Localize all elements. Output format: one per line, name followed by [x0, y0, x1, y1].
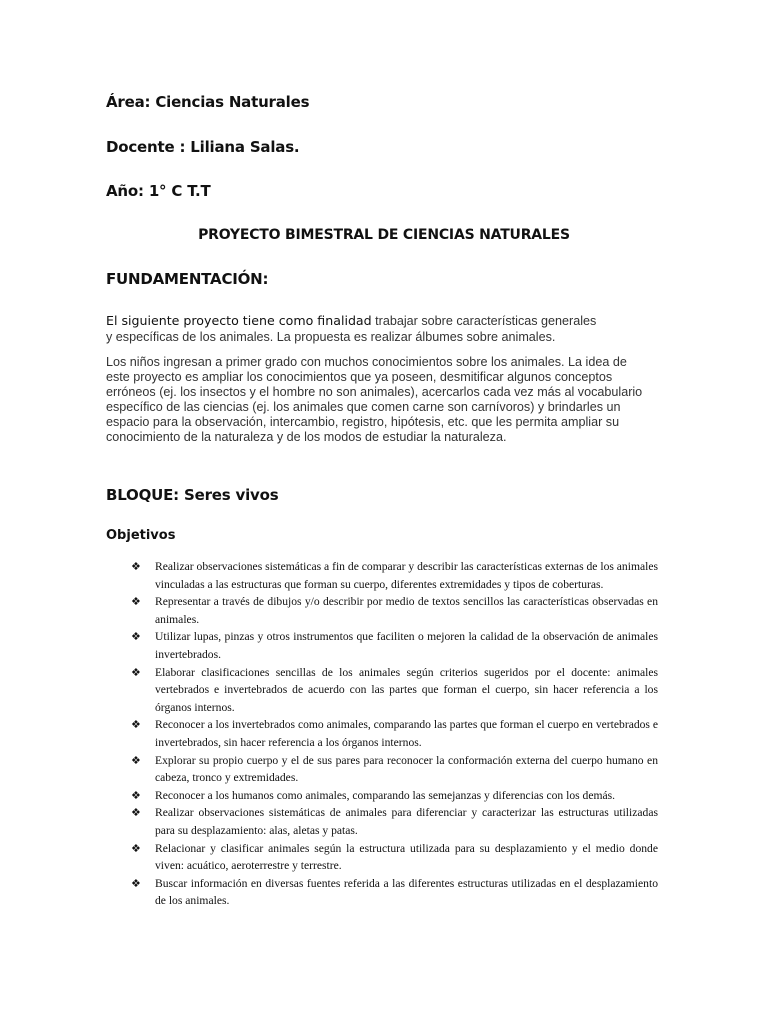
objective-item [131, 875, 658, 910]
objective-item [131, 628, 658, 663]
objective-text: Utilizar lupas, pinzas y otros instrumentos que faciliten o mejoren la calidad de la observación de animales invertebrados. [155, 630, 658, 661]
fundamentacion-paragraph-1 [106, 313, 606, 345]
objective-item [131, 558, 658, 593]
objective-text: Reconocer a los humanos como animales, comparando las semejanzas y diferencias con los demás. [155, 788, 616, 802]
objective-item [131, 593, 658, 628]
objective-item [131, 716, 658, 751]
bloque-heading: BLOQUE: Seres vivos [106, 486, 279, 504]
fundamentacion-paragraph-2: Los niños ingresan a primer grado con muchos conocimientos sobre los animales. La idea de este proyecto es ampliar los conocimientos que ya poseen, desmitificar algunos conceptos erróneos (ej. los insectos y el hombre no son animales), acercarlos cada vez más al vocabulario específico de las ciencias (ej. los animales que comen carne son carnívoros) y brindarles un espacio para la observación, intercambio, registro, hipótesis, etc. que les permita ampliar su conocimiento de la naturaleza y de los modos de estudiar la naturaleza. [106, 355, 643, 445]
objective-text: Representar a través de dibujos y/o describir por medio de textos sencillos las características observadas en animales. [155, 595, 658, 626]
paragraph-rest-text: trabajar sobre características generales y específicas de los animales. La propuesta es realizar álbumes sobre animales. [106, 314, 597, 344]
objective-text: Realizar observaciones sistemáticas a fin de comparar y describir las características externas de los animales vinculadas a las estructuras que forman su cuerpo, diferentes extremidades y tipos de coberturas. [155, 560, 658, 591]
diamond-bullet-icon: ❖ [131, 595, 141, 609]
diamond-bullet-icon: ❖ [131, 753, 141, 767]
document-title: PROYECTO BIMESTRAL DE CIENCIAS NATURALES [198, 227, 570, 243]
objective-text: Elaborar clasificaciones sencillas de los animales según criterios sugeridos por el docente: animales vertebrados e invertebrados de acuerdo con las partes que forman el cuerpo, sin hacer referencia a los órganos internos. [155, 665, 658, 714]
objective-item [131, 804, 658, 839]
diamond-bullet-icon: ❖ [131, 630, 141, 644]
objective-item [131, 752, 658, 787]
diamond-bullet-icon: ❖ [131, 788, 141, 802]
fundamentacion-heading: FUNDAMENTACIÓN: [106, 270, 269, 288]
objective-item [131, 664, 658, 717]
teacher-heading: Docente : Liliana Salas. [106, 138, 300, 156]
diamond-bullet-icon: ❖ [131, 841, 141, 855]
objective-text: Explorar su propio cuerpo y el de sus pares para reconocer la conformación externa del cuerpo humano en cabeza, tronco y extremidades. [155, 753, 658, 785]
objective-item [131, 840, 658, 875]
diamond-bullet-icon: ❖ [131, 876, 141, 890]
diamond-bullet-icon: ❖ [131, 665, 141, 679]
objective-text: Relacionar y clasificar animales según la estructura utilizada para su desplazamiento y el medio donde viven: acuático, aeroterrestre y terrestre. [155, 841, 658, 873]
objetivos-heading: Objetivos [106, 528, 176, 543]
objective-text: Buscar información en diversas fuentes referida a las diferentes estructuras utilizadas en el desplazamiento de los animales. [155, 876, 658, 908]
year-heading: Año: 1° C T.T [106, 182, 211, 200]
objective-item [131, 787, 658, 805]
area-heading: Área: Ciencias Naturales [106, 93, 310, 111]
objective-text: Reconocer a los invertebrados como animales, comparando las partes que forman el cuerpo en vertebrados e invertebrados, sin hacer referencia a los órganos internos. [155, 718, 658, 749]
diamond-bullet-icon: ❖ [131, 718, 141, 732]
paragraph-lead-text: El siguiente proyecto tiene como finalidad [106, 313, 372, 328]
objective-text: Realizar observaciones sistemáticas de animales para diferenciar y caracterizar las estructuras utilizadas para su desplazamiento: alas, aletas y patas. [155, 806, 658, 837]
diamond-bullet-icon: ❖ [131, 560, 141, 573]
objectives-list [131, 558, 658, 910]
diamond-bullet-icon: ❖ [131, 806, 141, 820]
